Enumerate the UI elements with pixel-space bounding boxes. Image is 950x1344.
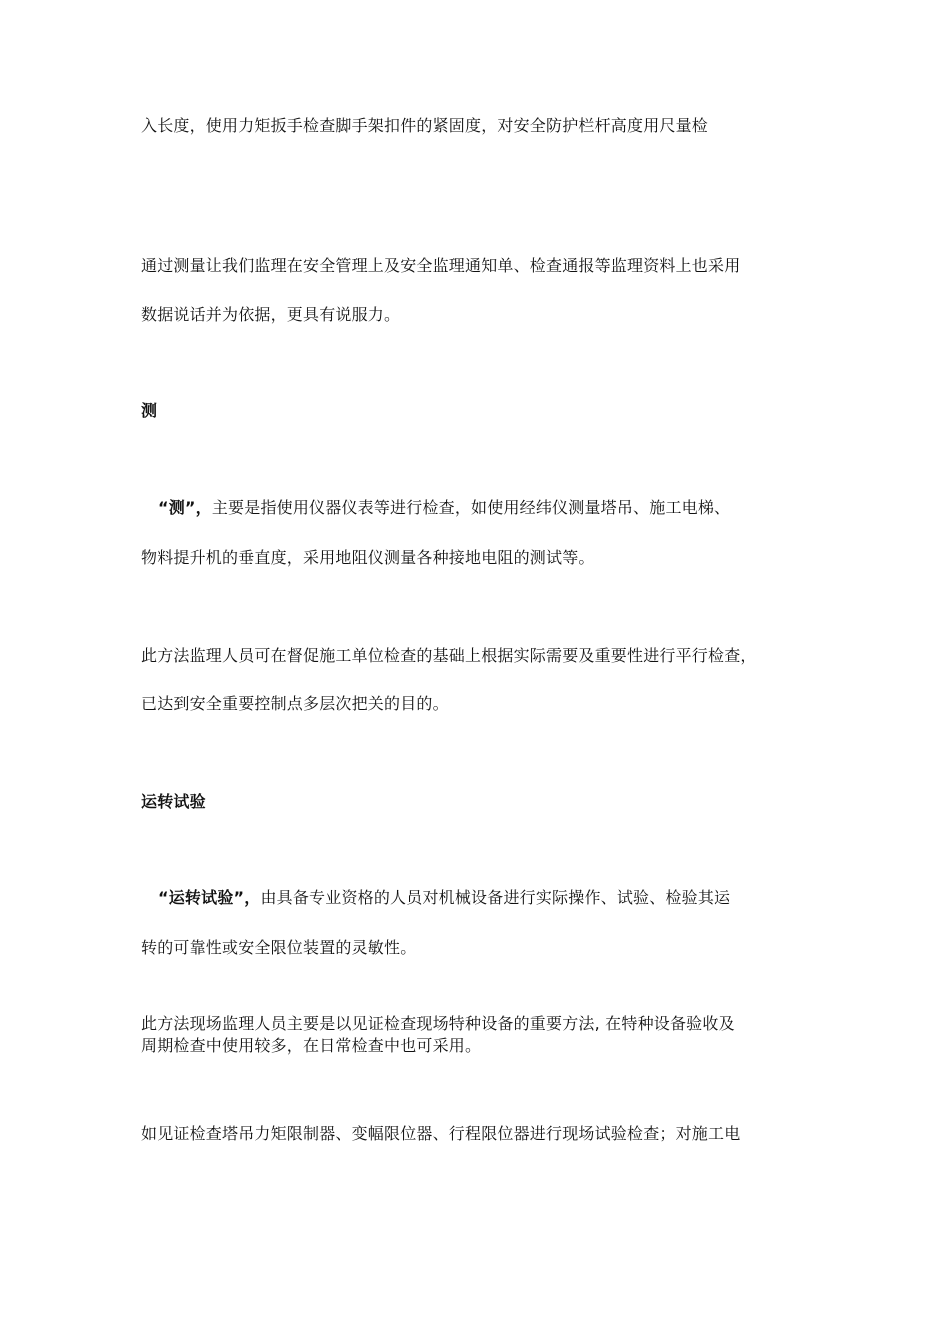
paragraph-6-line-1: 此方法现场监理人员主要是以见证检查现场特种设备的重要方法, 在特种设备验收及 xyxy=(141,1014,735,1033)
paragraph-4-line-1: 此方法监理人员可在督促施工单位检查的基础上根据实际需要及重要性进行平行检查， xyxy=(141,646,757,665)
term-quote-operation-test: “运转试验”， xyxy=(158,888,261,907)
paragraph-5-line-1 xyxy=(158,888,730,908)
paragraph-5-line-1-text: 由具备专业资格的人员对机械设备进行实际操作、试验、检验其运 xyxy=(260,888,731,907)
paragraph-5-line-2: 转的可靠性或安全限位装置的灵敏性。 xyxy=(141,938,417,957)
section-heading-operation-test: 运转试验 xyxy=(141,792,206,811)
paragraph-1-line-1: 入长度，使用力矩扳手检查脚手架扣件的紧固度，对安全防护栏杆高度用尺量检 xyxy=(141,116,709,135)
paragraph-3-line-1 xyxy=(158,498,730,518)
section-heading-measure: 测 xyxy=(141,401,158,420)
term-quote-measure: “测”， xyxy=(158,498,212,517)
paragraph-4-line-2: 已达到安全重要控制点多层次把关的目的。 xyxy=(141,694,449,713)
paragraph-2-line-2: 数据说话并为依据，更具有说服力。 xyxy=(141,305,401,324)
paragraph-3-line-2: 物料提升机的垂直度，采用地阻仪测量各种接地电阻的测试等。 xyxy=(141,548,595,567)
paragraph-3-line-1-text: 主要是指使用仪器仪表等进行检查，如使用经纬仪测量塔吊、施工电梯、 xyxy=(211,498,731,517)
paragraph-6-line-2: 周期检查中使用较多，在日常检查中也可采用。 xyxy=(141,1036,482,1055)
paragraph-2-line-1: 通过测量让我们监理在安全管理上及安全监理通知单、检查通报等监理资料上也采用 xyxy=(141,256,741,275)
paragraph-7-line-1: 如见证检查塔吊力矩限制器、变幅限位器、行程限位器进行现场试验检查；对施工电 xyxy=(141,1124,741,1143)
